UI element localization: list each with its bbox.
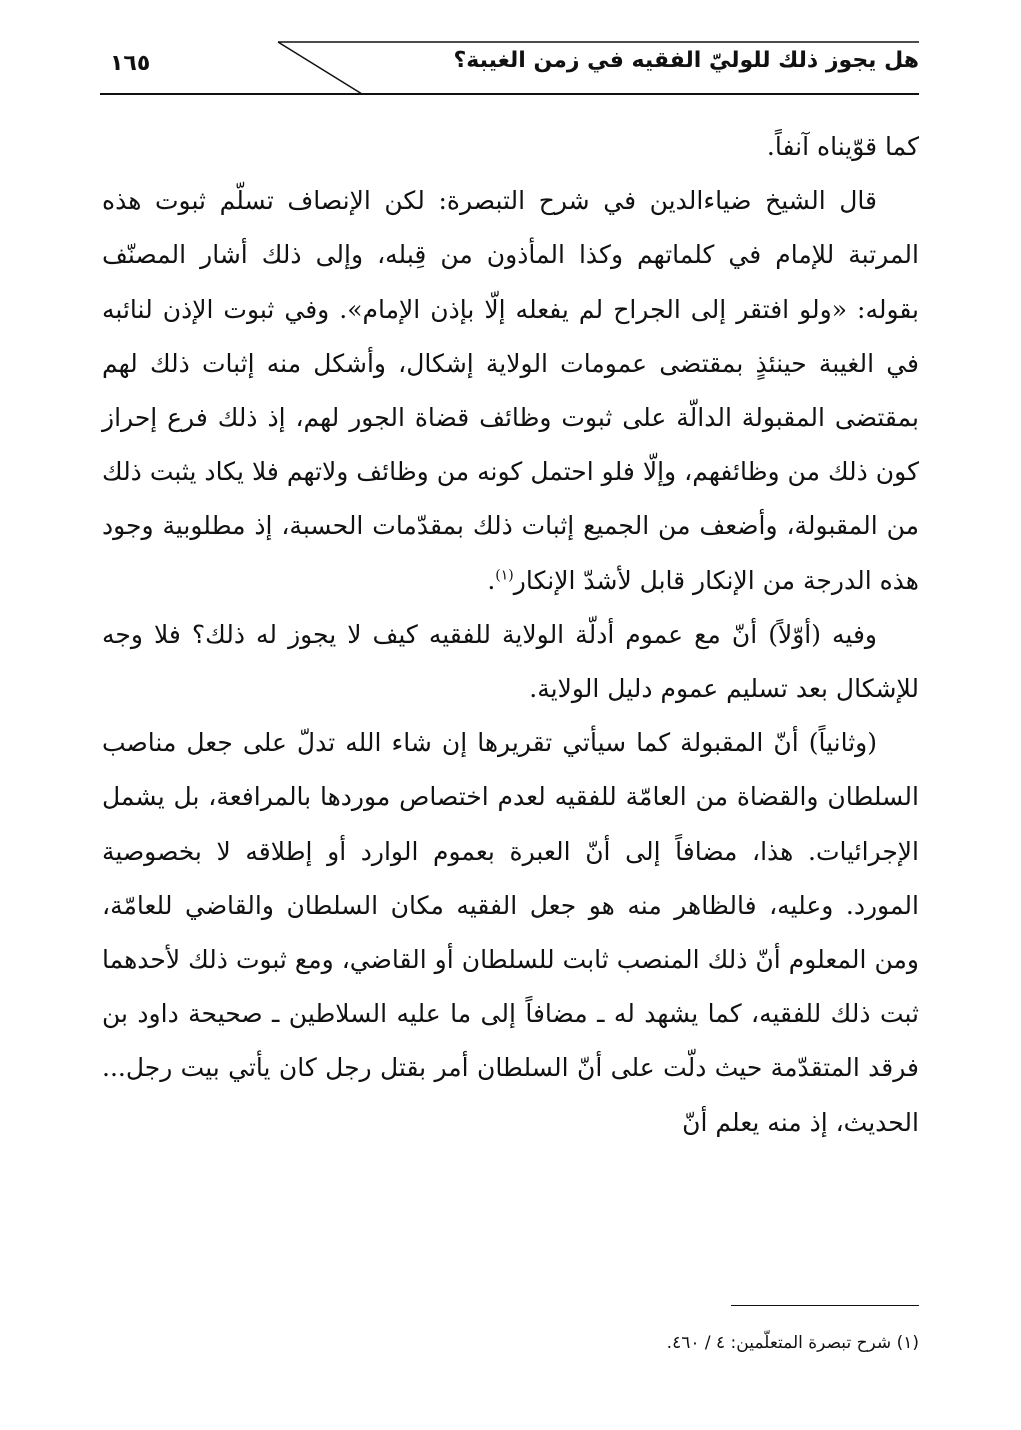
paragraph bbox=[102, 174, 919, 608]
body-text bbox=[102, 120, 919, 1150]
footnote: (١) شرح تبصرة المتعلّمين: ٤ / ٤٦٠. bbox=[666, 1333, 919, 1353]
running-header bbox=[100, 40, 919, 96]
paragraph: وفيه (أوّلاً) أنّ مع عموم أدلّة الولاية للفقيه كيف لا يجوز له ذلك؟ فلا وجه للإشكال بعد تسليم عموم دليل الولاية. bbox=[102, 619, 919, 704]
page-number: ١٦٥ bbox=[110, 51, 151, 76]
paragraph-end: . bbox=[487, 565, 496, 595]
header-title: هل يجوز ذلك للوليّ الفقيه في زمن الغيبة؟ bbox=[453, 48, 919, 73]
paragraph: كما قوّيناه آنفاً. bbox=[766, 132, 919, 161]
paragraph: (وثانياً) أنّ المقبولة كما سيأتي تقريرها إن شاء الله تدلّ على جعل مناصب السلطان والقضاة من العامّة للفقيه لعدم اختصاص موردها بالمرافعة، بل يشمل الإجرائيات. هذا، مضافاً إلى أنّ العبرة بعموم الوارد أو إطلاقه لا بخصوصية المورد. وعليه، فالظاهر منه هو جعل الفقيه مكان السلطان والقاضي للعامّة، ومن المعلوم أنّ ذلك المنصب ثابت للسلطان أو القاضي، ومع ثبوت ذلك لأحدهما ثبت ذلك للفقيه، كما يشهد له ـ مضافاً إلى ما عليه السلاطين ـ صحيحة داود بن فرقد المتقدّمة حيث دلّت على أنّ السلطان أمر بقتل رجل كان يأتي بيت رجل... الحديث، إذ منه يعلم أنّ bbox=[102, 728, 919, 1137]
footnote-reference: (١) bbox=[495, 567, 514, 584]
footnote-separator bbox=[731, 1305, 919, 1306]
paragraph-text: قال الشيخ ضياءالدين في شرح التبصرة: لكن الإنصاف تسلّم ثبوت هذه المرتبة للإمام في كلماتهم وكذا المأذون من قِبله، وإلى ذلك أشار المصنّف بقوله: «ولو افتقر إلى الجراح لم يفعله إلّا بإذن الإمام». وفي ثبوت الإذن لنائبه في الغيبة حينئذٍ بمقتضى عمومات الولاية إشكال، وأشكل منه إثبات ذلك لهم بمقتضى المقبولة الدالّة على ثبوت وظائف قضاة الجور لهم، إذ ذلك فرع إحراز كون ذلك من وظائفهم، وإلّا فلو احتمل كونه من وظائف ولاتهم فلا يكاد يثبت ذلك من المقبولة، وأضعف من الجميع إثبات ذلك بمقدّمات الحسبة، إذ مطلوبية وجود هذه الدرجة من الإنكار قابل لأشدّ الإنكار bbox=[102, 186, 919, 595]
